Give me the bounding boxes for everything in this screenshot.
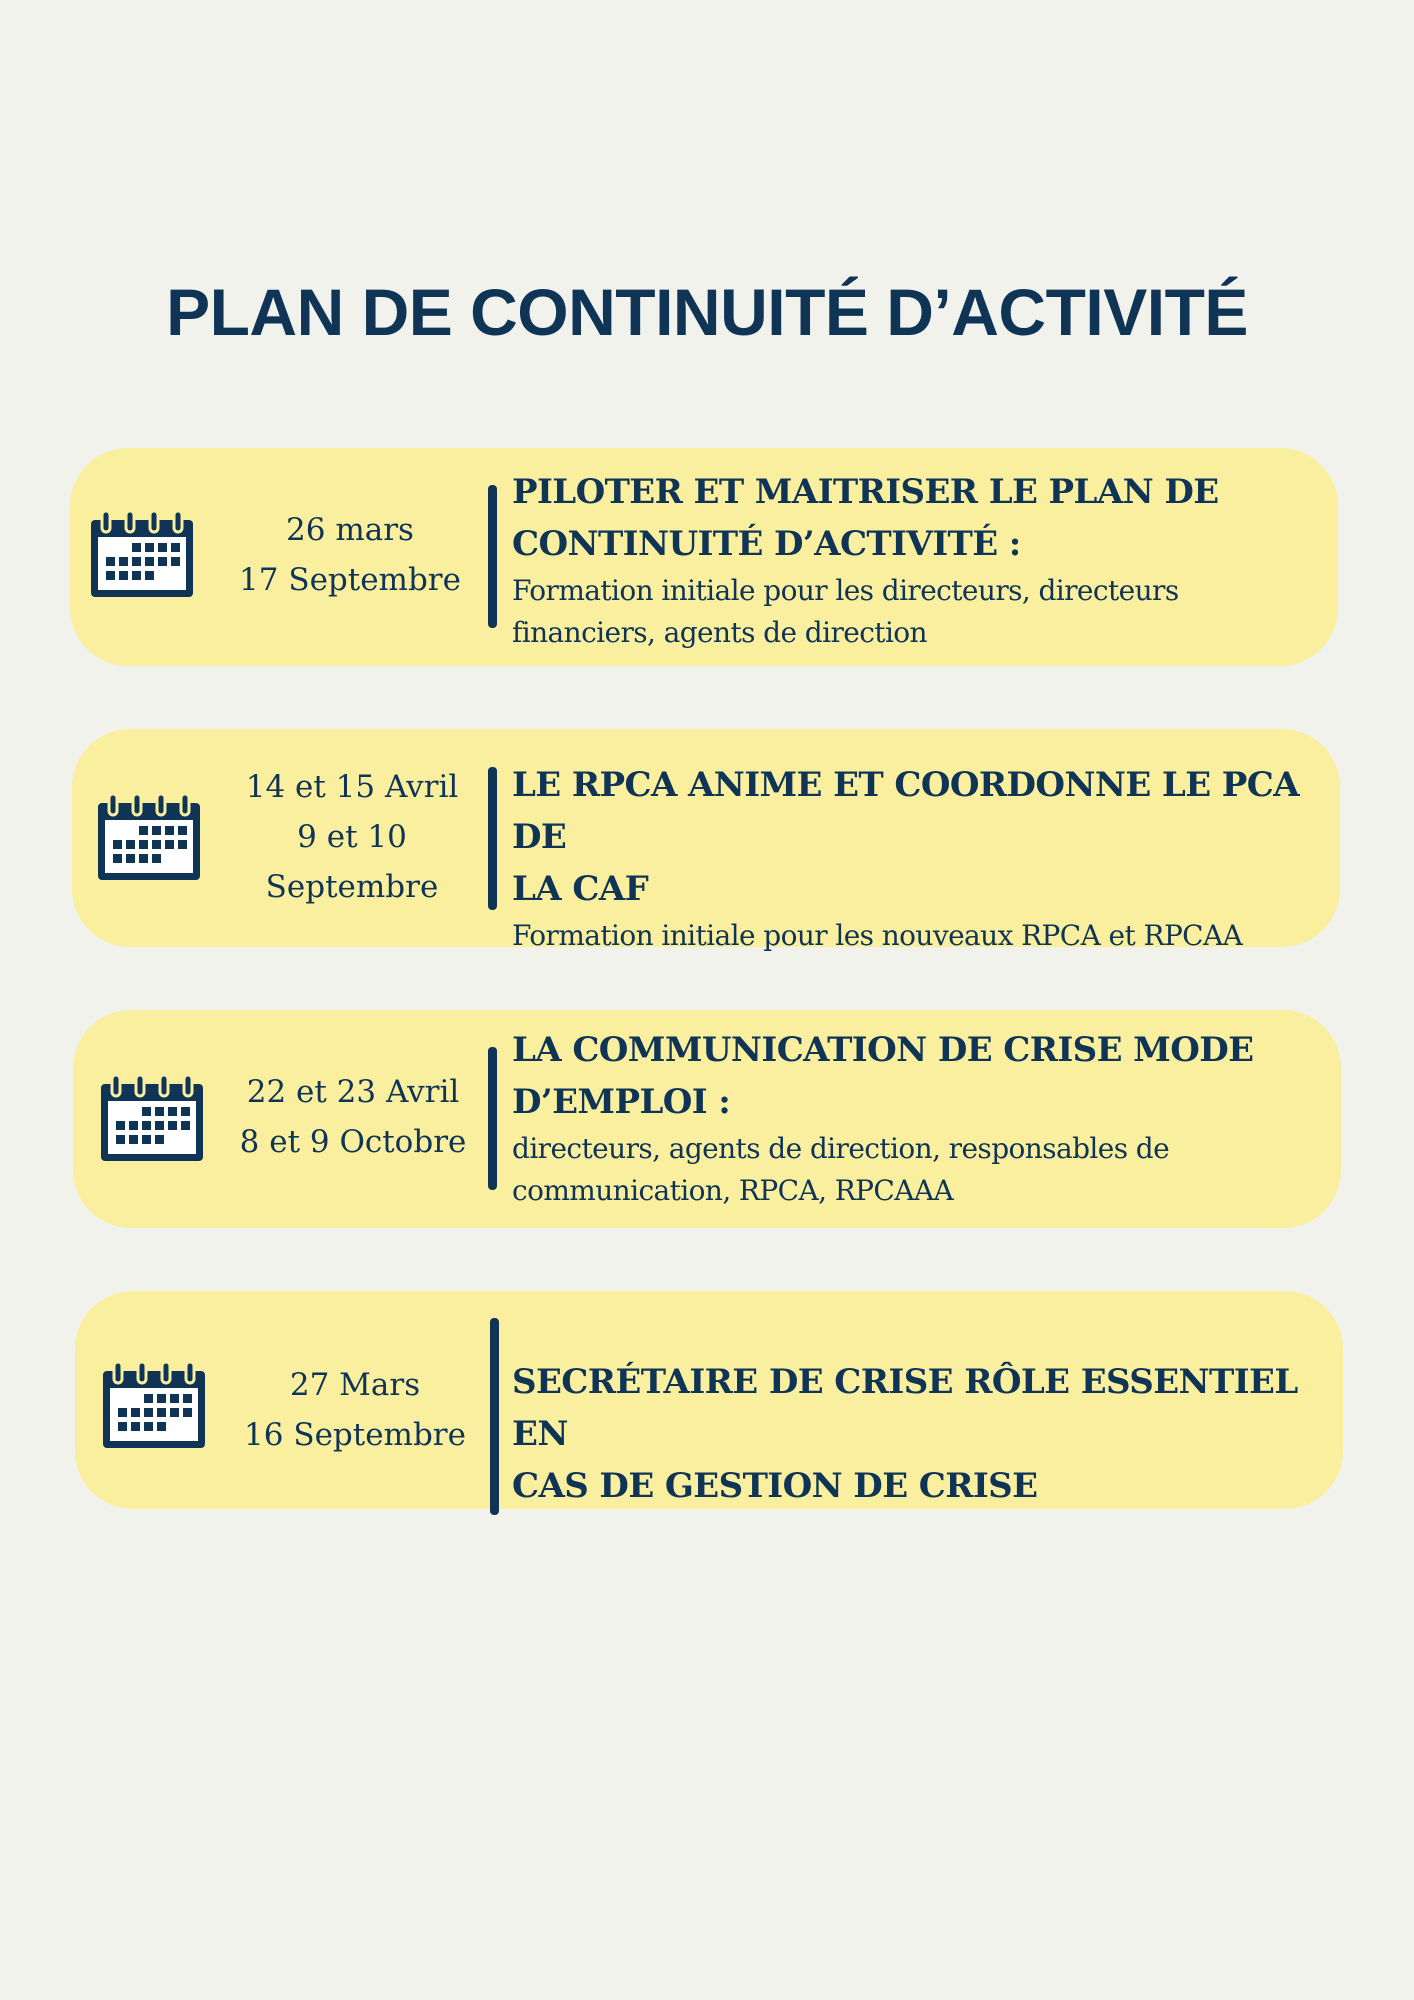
desc-line: directeurs, agents de direction, responsables de (512, 1132, 1170, 1165)
vertical-divider (490, 1318, 499, 1515)
vertical-divider (488, 767, 497, 910)
session-content (512, 759, 1322, 957)
title-line: PILOTER ET MAITRISER LE PLAN DE (512, 472, 1219, 512)
session-dates (225, 1360, 485, 1460)
desc-line: financiers, agents de direction (512, 616, 927, 649)
date-line: 26 mars (286, 512, 414, 548)
session-dates (220, 505, 480, 605)
vertical-divider (488, 485, 497, 628)
calendar-icon (98, 1074, 206, 1164)
date-line: 27 Mars (289, 1367, 421, 1403)
desc-line: communication, RPCA, RPCAAA (512, 1174, 954, 1207)
desc-line: Formation initiale pour les directeurs, directeurs (512, 574, 1179, 607)
session-content (512, 1024, 1322, 1212)
session-card (73, 1010, 1341, 1228)
date-line: 14 et 15 Avril (245, 769, 459, 805)
title-line: CAS DE GESTION DE CRISE (512, 1466, 1038, 1506)
date-line: 16 Septembre (244, 1417, 466, 1453)
session-content (512, 1356, 1322, 1512)
title-line: LE RPCA ANIME ET COORDONNE LE PCA DE (512, 765, 1299, 857)
calendar-icon (95, 793, 203, 883)
session-card (75, 1291, 1343, 1509)
date-line: 17 Septembre (239, 562, 461, 598)
calendar-icon (88, 510, 196, 600)
session-description (512, 570, 1322, 654)
title-line: SECRÉTAIRE DE CRISE RÔLE ESSENTIEL EN (512, 1362, 1298, 1454)
date-line: 8 et 9 Octobre (239, 1124, 467, 1160)
title-line: LA COMMUNICATION DE CRISE MODE (512, 1030, 1254, 1070)
date-line: 9 et 10 (297, 819, 407, 855)
session-description (512, 1128, 1322, 1212)
session-card (72, 729, 1340, 952)
session-dates (222, 762, 482, 912)
session-title (512, 466, 1322, 570)
session-dates (223, 1067, 483, 1167)
session-content (512, 466, 1322, 654)
vertical-divider (488, 1047, 497, 1190)
calendar-icon (100, 1361, 208, 1451)
date-line: 22 et 23 Avril (246, 1074, 460, 1110)
session-description (512, 915, 1322, 957)
date-line: Septembre (265, 869, 439, 905)
page-title: PLAN DE CONTINUITÉ D’ACTIVITÉ (166, 275, 1248, 349)
session-title (512, 759, 1322, 915)
session-title (512, 1356, 1322, 1512)
title-line: D’EMPLOI : (512, 1082, 731, 1122)
title-line: LA CAF (512, 869, 649, 909)
session-title (512, 1024, 1322, 1128)
desc-line: Formation initiale pour les nouveaux RPCA et RPCAA (512, 919, 1243, 952)
session-card (70, 448, 1338, 666)
title-line: CONTINUITÉ D’ACTIVITÉ : (512, 524, 1021, 564)
